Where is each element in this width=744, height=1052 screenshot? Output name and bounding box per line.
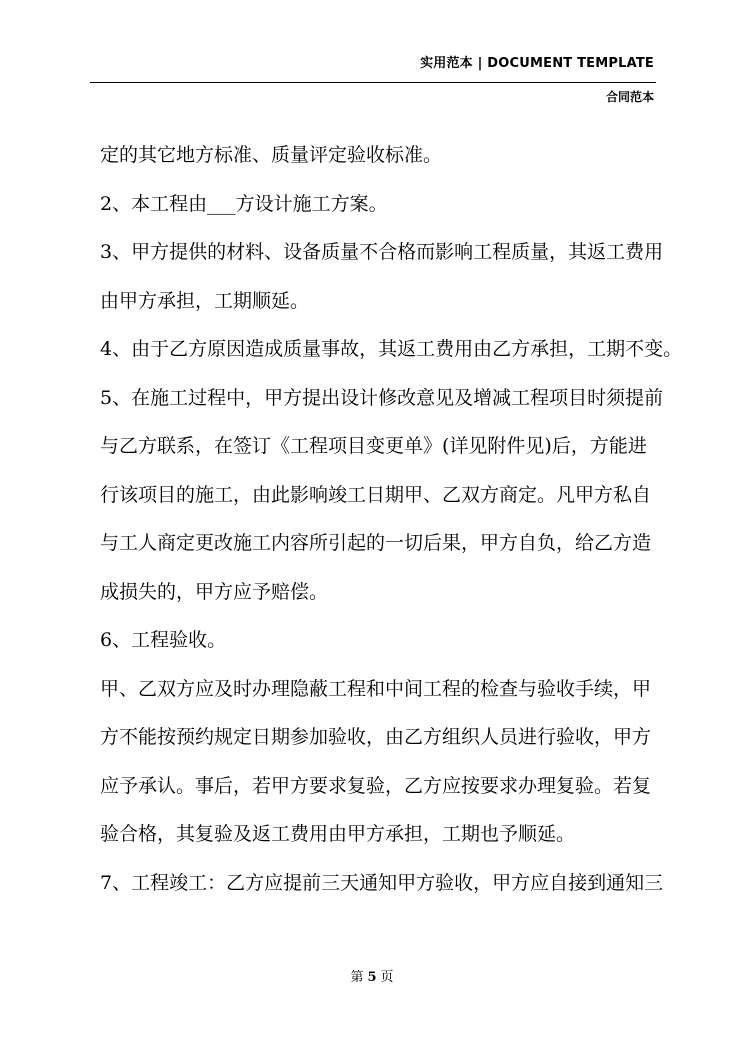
- body-line: 由甲方承担，工期顺延。: [100, 289, 310, 312]
- body-line: 与乙方联系，在签订《工程项目变更单》(详见附件见)后，方能进: [100, 435, 647, 457]
- body-line: 5、在施工过程中，甲方提出设计修改意见及增减工程项目时须提前: [100, 386, 664, 409]
- body-line: 定的其它地方标准、质量评定验收标准。: [100, 144, 443, 166]
- body-line: 行该项目的施工，由此影响竣工日期甲、乙双方商定。凡甲方私自: [100, 483, 652, 506]
- body-line: 3、甲方提供的材料、设备质量不合格而影响工程质量，其返工费用: [100, 241, 664, 263]
- body-line: 方不能按预约规定日期参加验收，由乙方组织人员进行验收，甲方: [100, 726, 652, 748]
- header-subtitle: 合同范本: [605, 90, 654, 104]
- page-label-prefix: 第: [350, 970, 364, 985]
- body-line: 成损失的，甲方应予赔偿。: [100, 580, 329, 603]
- header-divider: [90, 82, 656, 83]
- body-line: 2、本工程由___方设计施工方案。: [100, 192, 388, 215]
- body-line: 甲、乙双方应及时办理隐蔽工程和中间工程的检查与验收手续，甲: [100, 677, 652, 700]
- page-number: 5: [367, 970, 377, 985]
- body-line: 4、由于乙方原因造成质量事故，其返工费用由乙方承担，工期不变。: [100, 338, 683, 360]
- document-body: [100, 137, 683, 913]
- page-footer: [0, 966, 744, 985]
- body-line: 与工人商定更改施工内容所引起的一切后果，甲方自负，给乙方造: [100, 532, 652, 554]
- header-title: 实用范本 | DOCUMENT TEMPLATE: [420, 56, 654, 71]
- body-line: 应予承认。事后，若甲方要求复验，乙方应按要求办理复验。若复: [100, 774, 652, 797]
- body-line: 验合格，其复验及返工费用由甲方承担，工期也予顺延。: [100, 823, 576, 845]
- page-label-suffix: 页: [380, 970, 394, 985]
- body-line: 7、工程竣工：乙方应提前三天通知甲方验收，甲方应自接到通知三: [100, 871, 664, 894]
- body-line: 6、工程验收。: [100, 629, 227, 651]
